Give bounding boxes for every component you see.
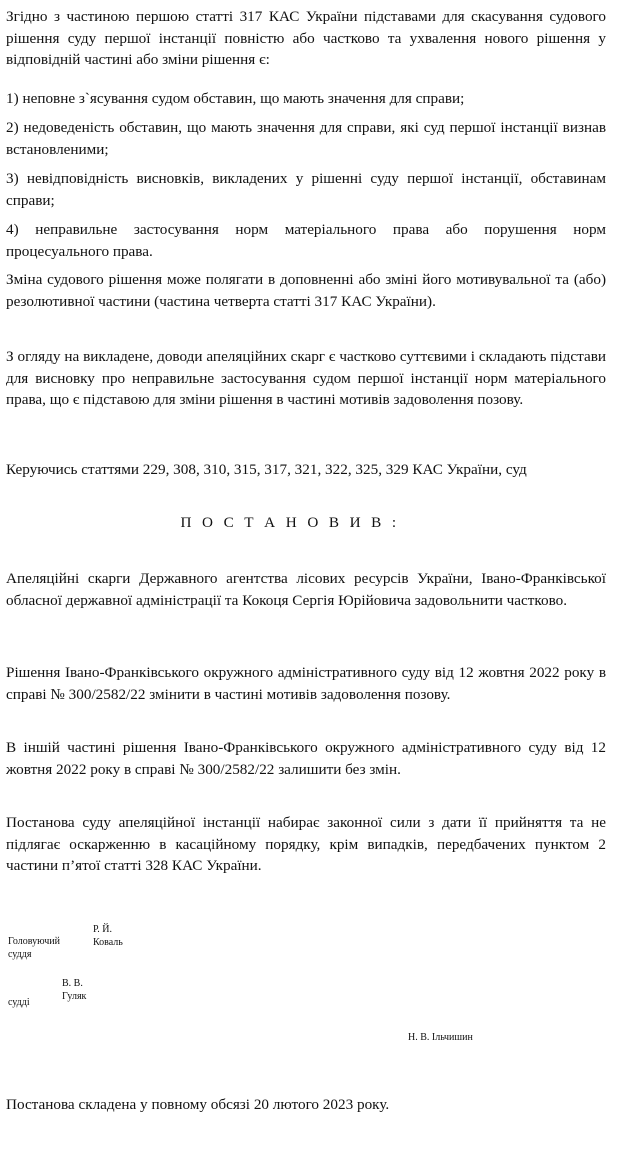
judge-2-name: В. В. Гуляк: [62, 978, 87, 1002]
resolution-heading: П О С Т А Н О В И В :: [180, 514, 400, 531]
paragraph-guided-by: Керуючись статтями 229, 308, 310, 315, 317, 321, 322, 325, 329 КАС України, суд: [6, 461, 527, 478]
paragraph-ground-3: 3) невідповідність висновків, викладених у рішенні суду першої інстанції, обставинам справи;: [6, 170, 606, 209]
paragraph-ruling-change: Рішення Івано-Франківського окружного адміністративного суду від 12 жовтня 2022 року в справі № 300/2582/22 змінити в частині мотивів задоволення позову.: [6, 664, 606, 703]
presiding-judge-label: Головуючий суддя: [8, 936, 60, 960]
paragraph-ground-1: 1) неповне з`ясування судом обставин, що мають значення для справи;: [6, 90, 465, 107]
presiding-judge-name: Р. Й. Коваль: [93, 924, 123, 948]
paragraph-ground-4: 4) неправильне застосування норм матеріального права або порушення норм процесуального права.: [6, 221, 606, 260]
paragraph-conclusion: З огляду на викладене, доводи апеляційних скарг є частково суттєвими і складають підстави для висновку про неправильне застосування судом першої інстанції норм матеріального права, що є підставою для зміни рішення в частині мотивів задоволення позову.: [6, 348, 606, 408]
paragraph-ruling-unchanged: В іншій частині рішення Івано-Франківського окружного адміністративного суду від 12 жовтня 2022 року в справі № 300/2582/22 залишити без змін.: [6, 739, 606, 778]
paragraph-decision-change: Зміна судового рішення може полягати в доповненні або зміні його мотивувальної та (або) резолютивної частини (частина четверта статті 317 КАС України).: [6, 271, 606, 310]
paragraph-composed-date: Постанова складена у повному обсязі 20 лютого 2023 року.: [6, 1096, 390, 1113]
paragraph-appeal-grounds-intro: Згідно з частиною першою статті 317 КАС України підставами для скасування судового рішення суду першої інстанції повністю або частково та ухвалення нового рішення у відповідній частині або зміни рішення є:: [6, 8, 606, 68]
paragraph-ruling-appeals: Апеляційні скарги Державного агентства лісових ресурсів України, Івано-Франківської обласної державної адміністрації та Кокоця Сергія Юрійовича задовольнити частково.: [6, 570, 606, 609]
judges-label: судді: [8, 997, 30, 1008]
paragraph-legal-force: Постанова суду апеляційної інстанції набирає законної сили з дати її прийняття та не підлягає оскарженню в касаційному порядку, крім випадків, передбачених пунктом 2 частини п’ятої статті 328 КАС України.: [6, 814, 606, 874]
judge-3-name: Н. В. Ільчишин: [408, 1032, 473, 1043]
paragraph-ground-2: 2) недоведеність обставин, що мають значення для справи, які суд першої інстанції визнав встановленими;: [6, 119, 606, 158]
